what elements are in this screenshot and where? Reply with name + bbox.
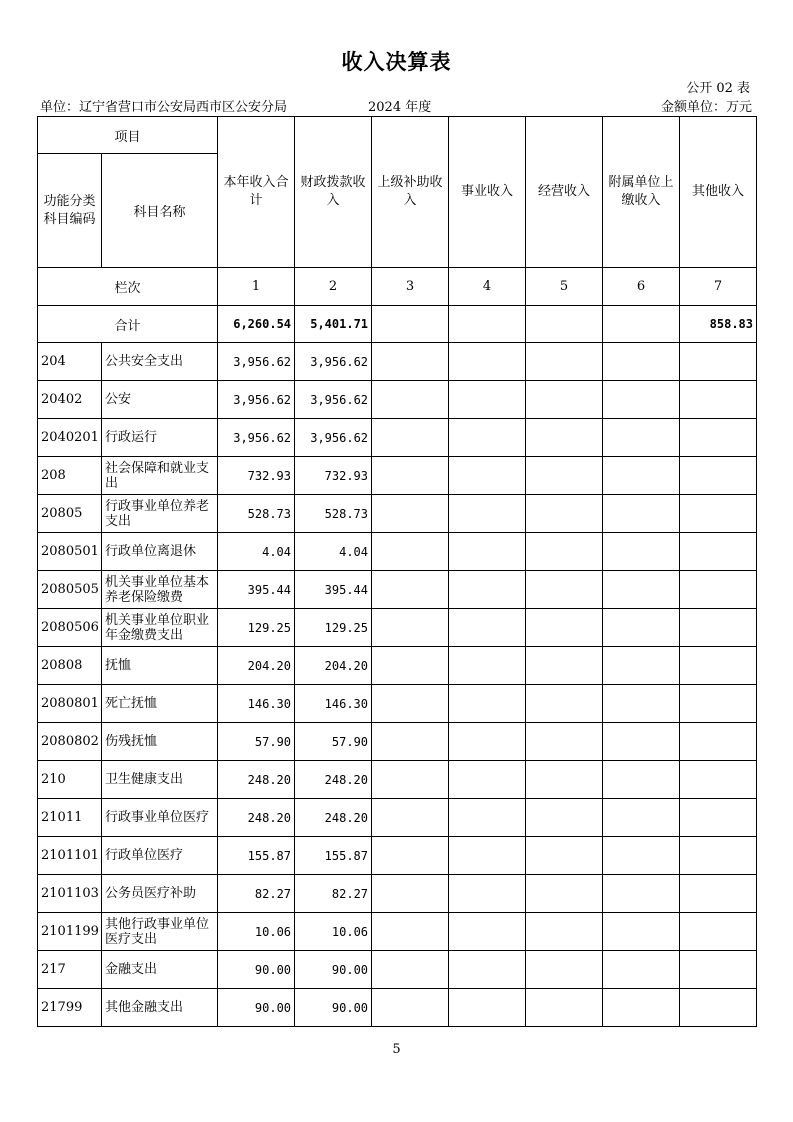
amount-cell <box>680 343 757 381</box>
amount-cell <box>372 723 449 761</box>
amount-cell <box>603 837 680 875</box>
amount-cell <box>449 723 526 761</box>
subject-name: 行政单位离退休 <box>102 533 218 571</box>
income-table <box>37 116 757 1027</box>
col-number: 5 <box>526 268 603 306</box>
amount-cell <box>680 875 757 913</box>
amount-cell: 10.06 <box>295 913 372 951</box>
amount-cell <box>372 989 449 1027</box>
amount-cell <box>449 799 526 837</box>
subject-name: 机关事业单位基本养老保险缴费 <box>102 571 218 609</box>
amount-cell <box>526 647 603 685</box>
amount-cell <box>603 457 680 495</box>
table-row <box>38 951 757 989</box>
amount-cell <box>603 913 680 951</box>
amount-cell <box>680 837 757 875</box>
header-affiliate-income: 附属单位上缴收入 <box>603 117 680 268</box>
total-cell <box>372 306 449 343</box>
amount-cell <box>372 381 449 419</box>
amount-cell: 3,956.62 <box>295 381 372 419</box>
col-number: 4 <box>449 268 526 306</box>
amount-cell <box>526 761 603 799</box>
subject-name: 其他金融支出 <box>102 989 218 1027</box>
amount-cell <box>372 761 449 799</box>
amount-cell: 90.00 <box>218 951 295 989</box>
header-total-income: 本年收入合计 <box>218 117 295 268</box>
subject-name: 公共安全支出 <box>102 343 218 381</box>
amount-cell <box>526 343 603 381</box>
amount-cell <box>526 913 603 951</box>
amount-cell <box>372 913 449 951</box>
function-code: 2101103 <box>38 875 102 913</box>
amount-cell: 3,956.62 <box>218 381 295 419</box>
col-number: 7 <box>680 268 757 306</box>
amount-cell <box>372 419 449 457</box>
amount-cell <box>526 951 603 989</box>
amount-cell: 90.00 <box>295 951 372 989</box>
subject-name: 抚恤 <box>102 647 218 685</box>
amount-cell: 248.20 <box>218 799 295 837</box>
function-code: 2040201 <box>38 419 102 457</box>
table-row <box>38 381 757 419</box>
function-code: 217 <box>38 951 102 989</box>
form-number: 公开 02 表 <box>686 81 750 96</box>
function-code: 2080501 <box>38 533 102 571</box>
amount-cell <box>526 381 603 419</box>
amount-cell <box>449 343 526 381</box>
amount-cell: 248.20 <box>295 761 372 799</box>
amount-cell: 82.27 <box>295 875 372 913</box>
amount-cell <box>372 343 449 381</box>
amount-cell <box>603 799 680 837</box>
function-code: 21011 <box>38 799 102 837</box>
amount-cell <box>372 951 449 989</box>
amount-cell <box>603 685 680 723</box>
amount-cell <box>449 533 526 571</box>
amount-cell <box>526 723 603 761</box>
table-row <box>38 609 757 647</box>
amount-cell <box>449 495 526 533</box>
amount-cell <box>680 571 757 609</box>
amount-cell <box>449 457 526 495</box>
amount-cell <box>372 609 449 647</box>
amount-cell <box>603 495 680 533</box>
total-cell: 858.83 <box>680 306 757 343</box>
amount-cell <box>526 799 603 837</box>
subject-name: 卫生健康支出 <box>102 761 218 799</box>
total-cell <box>526 306 603 343</box>
amount-cell <box>372 685 449 723</box>
amount-cell: 155.87 <box>295 837 372 875</box>
amount-cell: 3,956.62 <box>218 419 295 457</box>
amount-cell <box>603 609 680 647</box>
amount-cell <box>603 571 680 609</box>
amount-cell: 528.73 <box>218 495 295 533</box>
amount-cell <box>680 685 757 723</box>
fiscal-year: 2024 年度 <box>368 100 432 115</box>
amount-cell <box>680 533 757 571</box>
col-number: 2 <box>295 268 372 306</box>
amount-cell: 395.44 <box>295 571 372 609</box>
subject-name: 伤残抚恤 <box>102 723 218 761</box>
total-cell <box>603 306 680 343</box>
amount-cell: 248.20 <box>218 761 295 799</box>
total-row <box>38 306 757 343</box>
col-number: 1 <box>218 268 295 306</box>
amount-cell: 204.20 <box>295 647 372 685</box>
amount-cell <box>526 837 603 875</box>
amount-cell <box>680 989 757 1027</box>
amount-cell: 732.93 <box>295 457 372 495</box>
amount-cell <box>603 647 680 685</box>
subject-name: 行政单位医疗 <box>102 837 218 875</box>
amount-cell <box>680 951 757 989</box>
amount-cell <box>680 799 757 837</box>
table-row <box>38 837 757 875</box>
header-operating-income: 经营收入 <box>526 117 603 268</box>
amount-cell <box>372 533 449 571</box>
total-cell <box>449 306 526 343</box>
table-row <box>38 685 757 723</box>
amount-cell: 129.25 <box>295 609 372 647</box>
amount-cell <box>680 723 757 761</box>
amount-cell: 528.73 <box>295 495 372 533</box>
subject-name: 社会保障和就业支出 <box>102 457 218 495</box>
amount-cell <box>603 875 680 913</box>
table-row <box>38 457 757 495</box>
amount-cell <box>526 419 603 457</box>
amount-cell: 129.25 <box>218 609 295 647</box>
col-number: 6 <box>603 268 680 306</box>
amount-cell: 732.93 <box>218 457 295 495</box>
amount-cell <box>680 647 757 685</box>
table-row <box>38 761 757 799</box>
amount-cell: 3,956.62 <box>295 343 372 381</box>
amount-cell <box>449 875 526 913</box>
amount-cell <box>526 533 603 571</box>
table-row <box>38 647 757 685</box>
amount-cell <box>372 495 449 533</box>
amount-cell <box>603 723 680 761</box>
table-row <box>38 913 757 951</box>
function-code: 20808 <box>38 647 102 685</box>
table-row <box>38 533 757 571</box>
amount-cell <box>449 609 526 647</box>
amount-cell <box>603 343 680 381</box>
function-code: 2080506 <box>38 609 102 647</box>
amount-cell <box>526 457 603 495</box>
amount-unit: 金额单位：万元 <box>660 100 752 115</box>
function-code: 2080801 <box>38 685 102 723</box>
total-cell: 6,260.54 <box>218 306 295 343</box>
amount-cell <box>526 989 603 1027</box>
amount-cell <box>372 647 449 685</box>
function-code: 210 <box>38 761 102 799</box>
amount-cell <box>680 495 757 533</box>
table-row <box>38 495 757 533</box>
amount-cell: 57.90 <box>218 723 295 761</box>
header-fiscal-appropriation: 财政拨款收入 <box>295 117 372 268</box>
function-code: 21799 <box>38 989 102 1027</box>
header-function-code: 功能分类科目编码 <box>38 154 102 268</box>
amount-cell <box>603 381 680 419</box>
subject-name: 公安 <box>102 381 218 419</box>
table-row <box>38 799 757 837</box>
amount-cell <box>449 419 526 457</box>
row-number-label: 栏次 <box>38 268 218 306</box>
amount-cell: 395.44 <box>218 571 295 609</box>
amount-cell: 146.30 <box>218 685 295 723</box>
amount-cell: 3,956.62 <box>295 419 372 457</box>
amount-cell <box>526 495 603 533</box>
subject-name: 机关事业单位职业年金缴费支出 <box>102 609 218 647</box>
unit-line <box>40 96 752 114</box>
amount-cell <box>449 837 526 875</box>
header-item: 项目 <box>38 117 218 154</box>
amount-cell <box>680 419 757 457</box>
amount-cell <box>603 533 680 571</box>
amount-cell <box>449 913 526 951</box>
amount-cell <box>372 799 449 837</box>
table-row <box>38 419 757 457</box>
amount-cell: 4.04 <box>295 533 372 571</box>
amount-cell: 10.06 <box>218 913 295 951</box>
function-code: 208 <box>38 457 102 495</box>
amount-cell <box>372 571 449 609</box>
function-code: 20402 <box>38 381 102 419</box>
function-code: 2080505 <box>38 571 102 609</box>
header-superior-subsidy: 上级补助收入 <box>372 117 449 268</box>
amount-cell <box>526 685 603 723</box>
amount-cell: 82.27 <box>218 875 295 913</box>
amount-cell <box>449 761 526 799</box>
amount-cell <box>449 951 526 989</box>
amount-cell: 204.20 <box>218 647 295 685</box>
subject-name: 行政运行 <box>102 419 218 457</box>
table-row <box>38 571 757 609</box>
amount-cell <box>680 913 757 951</box>
amount-cell: 90.00 <box>295 989 372 1027</box>
function-code: 2101199 <box>38 913 102 951</box>
table-row <box>38 989 757 1027</box>
amount-cell <box>680 609 757 647</box>
amount-cell: 146.30 <box>295 685 372 723</box>
function-code: 204 <box>38 343 102 381</box>
subject-name: 公务员医疗补助 <box>102 875 218 913</box>
amount-cell <box>449 571 526 609</box>
table-row <box>38 875 757 913</box>
amount-cell: 57.90 <box>295 723 372 761</box>
amount-cell <box>603 989 680 1027</box>
amount-cell: 155.87 <box>218 837 295 875</box>
subject-name: 行政事业单位医疗 <box>102 799 218 837</box>
amount-cell <box>449 647 526 685</box>
amount-cell: 90.00 <box>218 989 295 1027</box>
amount-cell <box>526 875 603 913</box>
amount-cell: 3,956.62 <box>218 343 295 381</box>
amount-cell <box>372 457 449 495</box>
total-cell: 5,401.71 <box>295 306 372 343</box>
total-label: 合计 <box>38 306 218 343</box>
header-subject-name: 科目名称 <box>102 154 218 268</box>
amount-cell <box>603 951 680 989</box>
amount-cell <box>526 571 603 609</box>
amount-cell <box>372 875 449 913</box>
amount-cell <box>603 419 680 457</box>
amount-cell <box>449 381 526 419</box>
amount-cell <box>449 989 526 1027</box>
header-other-income: 其他收入 <box>680 117 757 268</box>
amount-cell <box>680 381 757 419</box>
function-code: 2101101 <box>38 837 102 875</box>
subject-name: 死亡抚恤 <box>102 685 218 723</box>
table-row <box>38 723 757 761</box>
amount-cell <box>680 761 757 799</box>
page-number: 5 <box>392 1042 401 1057</box>
amount-cell <box>603 761 680 799</box>
function-code: 2080802 <box>38 723 102 761</box>
col-number: 3 <box>372 268 449 306</box>
amount-cell <box>449 685 526 723</box>
table-row <box>38 343 757 381</box>
function-code: 20805 <box>38 495 102 533</box>
subject-name: 行政事业单位养老支出 <box>102 495 218 533</box>
header-business-income: 事业收入 <box>449 117 526 268</box>
page-title: 收入决算表 <box>341 50 452 74</box>
amount-cell: 248.20 <box>295 799 372 837</box>
subject-name: 其他行政事业单位医疗支出 <box>102 913 218 951</box>
amount-cell <box>680 457 757 495</box>
amount-cell <box>372 837 449 875</box>
reporting-unit: 单位：辽宁省营口市公安局西市区公安分局 <box>40 100 288 115</box>
subject-name: 金融支出 <box>102 951 218 989</box>
amount-cell <box>526 609 603 647</box>
amount-cell: 4.04 <box>218 533 295 571</box>
